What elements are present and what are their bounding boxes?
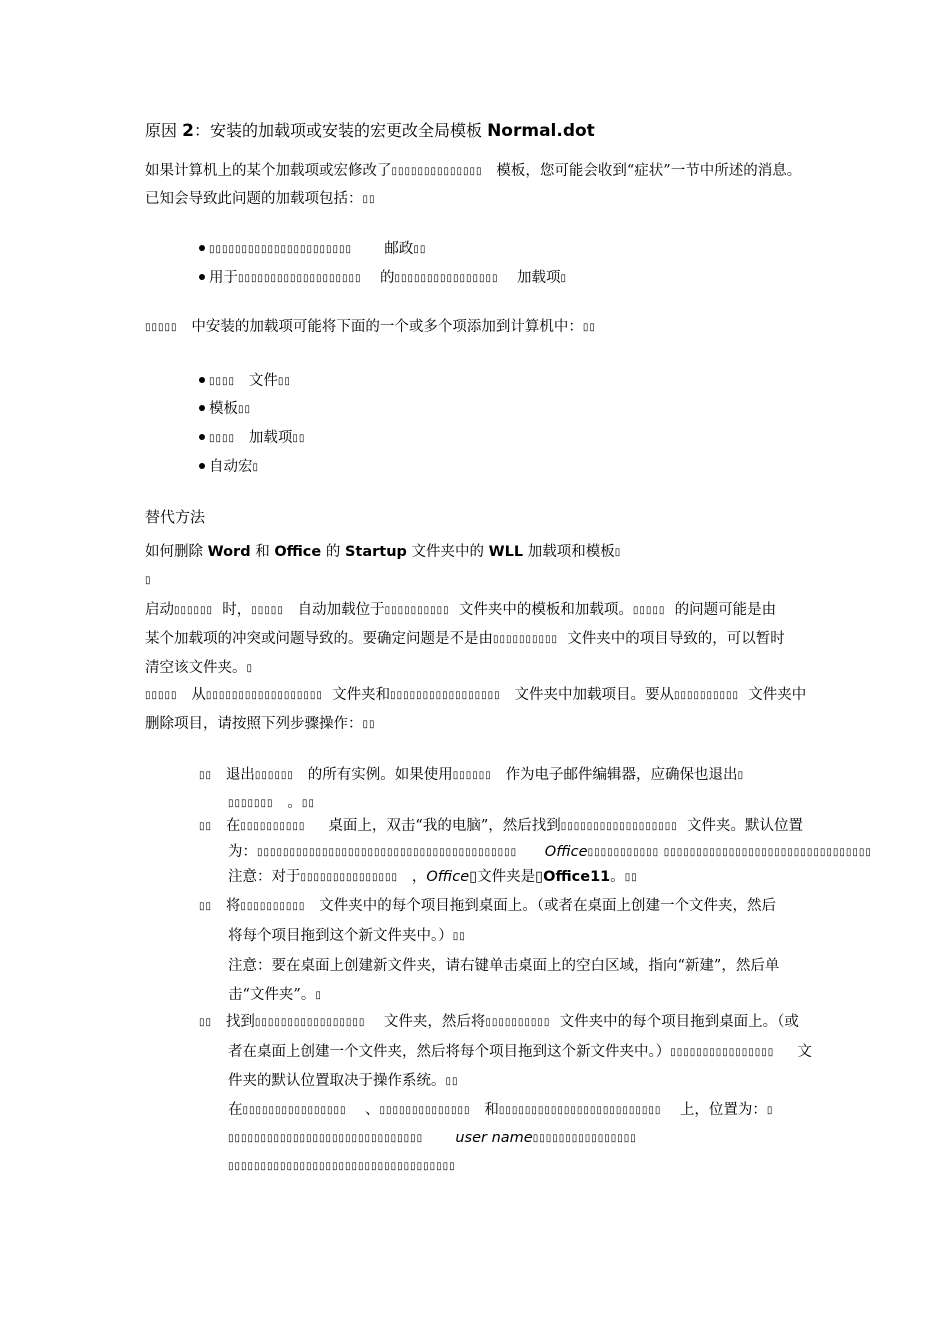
text: 如果计算机上的某个加载项或宏修改了 — [145, 163, 392, 179]
text: 从 — [191, 687, 206, 703]
garbled-text: ▯▯ — [292, 433, 306, 444]
garbled-text: ▯▯▯▯▯▯▯▯▯▯▯ — [587, 847, 660, 858]
list-item — [199, 458, 259, 477]
text: 作为电子邮件编辑器，应确保也退出 — [505, 767, 738, 783]
garbled-text: ▯▯▯▯▯▯▯▯▯▯▯▯▯▯▯▯▯▯▯ — [238, 273, 362, 284]
list-item — [199, 400, 251, 419]
text: 的所有实例。如果使用 — [307, 767, 453, 783]
text: 桌面上，双击“我的电脑”，然后找到 — [328, 818, 561, 834]
garbled-text: ▯▯▯▯▯▯▯▯▯▯▯▯▯▯▯▯▯ — [254, 1017, 366, 1028]
list-item — [199, 269, 567, 288]
garbled-text: ▯▯▯▯▯▯▯▯▯▯▯▯▯▯ — [391, 166, 483, 177]
text: 模板，您可能会收到“症状”一节中所述的消息。 — [496, 163, 802, 179]
text: 、 — [364, 1102, 380, 1118]
garbled-text: ▯▯▯▯▯▯▯▯▯▯▯▯▯▯▯▯▯▯▯▯▯▯▯▯▯▯▯▯▯▯ — [228, 1133, 424, 1144]
text: 某个加载项的冲突或问题导致的。要确定问题是不是由 — [145, 631, 493, 647]
text: 文件 — [248, 373, 278, 389]
garbled-text: ▯▯▯▯ — [209, 376, 236, 387]
garbled-text: ▯▯▯▯▯▯▯▯▯▯▯▯▯▯▯▯▯▯▯▯▯▯▯▯▯ — [498, 1105, 662, 1116]
garbled-text: ▯▯▯▯▯ — [632, 605, 666, 616]
step-number: ▯▯ — [199, 1017, 213, 1028]
office-term: Office — [274, 544, 322, 560]
garbled-text: ▯▯ — [301, 798, 315, 809]
garbled-text: ▯▯▯▯▯▯▯▯▯▯▯▯▯▯▯▯▯▯▯▯▯▯ — [209, 244, 353, 255]
step-4-line-3 — [228, 1072, 459, 1091]
heading-title: ：安装的加载项或安装的宏更改全局模板 — [193, 121, 482, 140]
garbled-text: ▯▯▯▯▯▯▯▯▯▯▯▯▯▯▯▯▯▯▯▯▯▯▯▯▯▯▯▯▯▯▯▯▯▯▯ — [228, 1161, 456, 1172]
text: 的 — [325, 544, 341, 560]
text: 文件夹中的项目导致的，可以暂时 — [567, 631, 785, 647]
garbled-text: ▯▯▯▯▯▯▯▯▯▯▯▯▯▯▯▯ — [394, 273, 499, 284]
list-item — [199, 429, 305, 448]
garbled-text: ▯▯▯▯▯ — [145, 690, 178, 701]
text: 用于 — [209, 270, 238, 286]
text: 者在桌面上创建一个文件夹，然后将每个项目拖到这个新文件夹中。） — [228, 1044, 671, 1060]
para1-line-1 — [145, 601, 776, 620]
garbled-text: ▯▯▯▯ — [209, 433, 236, 444]
text: 邮政 — [384, 241, 414, 257]
text: 加载项 — [516, 270, 561, 286]
text: 的 — [380, 270, 395, 286]
blank-line — [145, 571, 152, 590]
step-1-line-1 — [199, 766, 744, 785]
wll-term: WLL — [488, 544, 524, 560]
text: 文件夹和 — [332, 687, 391, 703]
list-item — [199, 240, 426, 259]
text: 文件夹中的模板和加载项。 — [458, 602, 633, 618]
garbled-text: ▯▯▯▯▯▯▯▯▯▯▯▯▯▯▯▯ — [532, 1133, 637, 1144]
garbled-text: ▯▯▯▯▯▯▯▯▯▯▯▯▯▯▯▯▯ — [390, 690, 501, 701]
para1-line-3 — [145, 659, 253, 678]
para2-line-1 — [145, 686, 806, 705]
garbled-text: ▯▯▯▯▯▯▯▯▯▯ — [240, 901, 306, 912]
bullet-icon — [199, 274, 205, 280]
step-3-note-1: 注意：要在桌面上创建新文件夹，请右键单击桌面上的空白区域，指向“新建”，然后单 — [228, 958, 780, 974]
garbled-text: ▯ — [737, 770, 745, 781]
howto-line — [145, 543, 621, 562]
step-number: ▯▯ — [199, 770, 213, 781]
text: 文件夹中 — [748, 687, 807, 703]
garbled-text: ▯▯ — [362, 719, 376, 730]
text: 为： — [228, 844, 257, 860]
user-name-term: user name — [455, 1130, 533, 1146]
text: 加载项 — [248, 430, 293, 446]
text: 启动 — [145, 602, 174, 618]
heading-number: 2 — [182, 121, 194, 141]
garbled-text: ▯▯▯▯▯▯▯▯▯▯ — [384, 605, 450, 616]
office-term: Office — [544, 844, 588, 860]
garbled-text: ▯▯▯▯▯▯▯▯▯▯▯▯▯▯▯▯▯▯ — [205, 690, 323, 701]
garbled-text: ▯▯▯▯▯▯▯▯▯▯▯▯▯▯▯▯ — [242, 1105, 347, 1116]
text: 已知会导致此问题的加载项包括： — [145, 191, 363, 207]
garbled-text: ▯ — [560, 273, 567, 284]
step-4-line-5 — [228, 1129, 637, 1148]
step-4-line-4 — [228, 1101, 773, 1120]
step-3-line-2 — [228, 927, 466, 946]
text: 删除项目，请按照下列步骤操作： — [145, 716, 363, 732]
text: 退出 — [225, 767, 255, 783]
text: 在 — [225, 818, 241, 834]
text: 上，位置为： — [679, 1102, 767, 1118]
step-3-line-1 — [199, 897, 776, 916]
garbled-text: ▯▯▯▯▯▯▯▯▯▯▯▯▯▯▯ — [300, 872, 399, 883]
garbled-text: ▯▯▯▯▯▯▯▯▯▯ — [485, 1017, 551, 1028]
garbled-text: ▯▯▯▯▯▯▯▯▯▯▯▯▯▯▯▯▯▯ — [560, 821, 678, 832]
garbled-text: ▯▯▯▯▯▯▯▯▯▯ — [674, 690, 740, 701]
text: ▯文件夹是▯ — [469, 869, 544, 885]
garbled-text: ▯▯ — [624, 872, 638, 883]
intro-line-1 — [145, 162, 801, 181]
para1-line-2 — [145, 630, 785, 649]
text: 击“文件夹”。 — [228, 987, 316, 1003]
heading-prefix: 原因 — [145, 121, 178, 140]
step-2-note — [228, 868, 638, 887]
text: 文件夹，然后将 — [383, 1014, 486, 1030]
text: 文件夹中的 — [411, 544, 485, 560]
text: 和 — [255, 544, 270, 560]
text: 将 — [225, 898, 241, 914]
step-2-line-2 — [228, 843, 872, 862]
garbled-text: ▯▯ — [452, 931, 466, 942]
bullet-icon — [199, 434, 205, 440]
garbled-text: ▯ — [614, 547, 622, 558]
text: 文 — [797, 1044, 812, 1060]
intro-line-2 — [145, 190, 376, 209]
garbled-text: ▯▯▯▯▯▯▯▯▯▯▯▯▯▯▯▯▯▯▯▯▯▯▯▯▯▯▯▯▯▯▯▯▯▯▯▯▯▯▯▯ — [257, 847, 518, 858]
text: 清空该文件夹。 — [145, 660, 247, 676]
text: 模板 — [209, 401, 238, 417]
garbled-text: ▯▯▯▯▯▯▯▯▯▯ — [240, 821, 306, 832]
text: 文件夹。默认位置 — [687, 818, 804, 834]
text: 找到 — [225, 1014, 255, 1030]
garbled-text: ▯▯▯▯▯ — [251, 605, 284, 616]
text: 自动加载位于 — [297, 602, 385, 618]
garbled-text: ▯▯ — [413, 244, 427, 255]
word-term: Word — [207, 544, 251, 560]
bullet-icon — [199, 405, 205, 411]
garbled-text: ▯ — [246, 663, 254, 674]
bullet-icon — [199, 463, 205, 469]
text: 。 — [287, 795, 302, 811]
text: 注意：对于 — [228, 869, 301, 885]
text: 件夹的默认位置取决于操作系统。 — [228, 1073, 446, 1089]
section-heading — [145, 122, 595, 140]
text: 的问题可能是由 — [674, 602, 777, 618]
text: 在 — [228, 1102, 243, 1118]
step-number: ▯▯ — [199, 901, 213, 912]
garbled-text: ▯▯▯▯▯ — [145, 322, 178, 333]
garbled-text: ▯▯▯▯▯▯▯ — [228, 798, 274, 809]
bullet-icon — [199, 245, 205, 251]
step-4-line-1 — [199, 1013, 799, 1032]
addins-line — [145, 318, 596, 337]
garbled-text: ▯▯ — [277, 376, 291, 387]
text: 如何删除 — [145, 544, 203, 560]
garbled-text: ▯ — [315, 990, 322, 1001]
list-item — [199, 372, 291, 391]
text: 和 — [484, 1102, 499, 1118]
garbled-text: ▯ — [252, 462, 260, 473]
step-4-line-6 — [228, 1157, 456, 1176]
text: 中安装的加载项可能将下面的一个或多个项添加到计算机中： — [191, 319, 583, 335]
garbled-text: ▯▯ — [582, 322, 596, 333]
garbled-text: ▯▯▯▯▯▯ — [452, 770, 492, 781]
step-3-note-2 — [228, 986, 322, 1005]
text: 时， — [222, 602, 252, 618]
garbled-text: ▯ — [145, 575, 152, 586]
text: 将每个项目拖到这个新文件夹中。） — [228, 928, 453, 944]
bullet-icon — [199, 377, 205, 383]
garbled-text: ▯▯▯▯▯▯▯▯▯▯▯▯▯▯▯▯▯▯▯▯▯▯▯▯▯▯▯▯▯▯▯▯ — [663, 847, 872, 858]
garbled-text: ▯▯▯▯▯▯▯▯▯▯▯▯▯▯ — [379, 1105, 471, 1116]
garbled-text: ▯▯ — [445, 1076, 459, 1087]
para2-line-2 — [145, 715, 376, 734]
garbled-text: ▯▯ — [362, 194, 376, 205]
step-1-line-2 — [228, 794, 315, 813]
text: 自动宏 — [209, 459, 253, 475]
text: 文件夹中加载项目。要从 — [514, 687, 675, 703]
workaround-title: 替代方法 — [145, 508, 206, 526]
office-term: Office — [426, 869, 470, 885]
office11-term: Office11 — [543, 869, 611, 885]
text: 文件夹中的每个项目拖到桌面上。（或者在桌面上创建一个文件夹，然后 — [319, 898, 776, 914]
garbled-text: ▯▯▯▯▯▯ — [254, 770, 294, 781]
step-2-line-1 — [199, 817, 803, 836]
step-number: ▯▯ — [199, 821, 213, 832]
garbled-text: ▯▯▯▯▯▯ — [174, 605, 214, 616]
text: 加载项和模板 — [527, 544, 615, 560]
garbled-text: ▯▯▯▯▯▯▯▯▯▯ — [493, 634, 559, 645]
garbled-text: ▯ — [766, 1105, 774, 1116]
text: 文件夹中的每个项目拖到桌面上。（或 — [559, 1014, 799, 1030]
text: 。 — [610, 869, 625, 885]
garbled-text: ▯▯▯▯▯▯▯▯▯▯▯▯▯▯▯▯ — [670, 1047, 775, 1058]
heading-filename: Normal.dot — [487, 121, 595, 141]
garbled-text: ▯▯ — [238, 404, 252, 415]
text: ， — [411, 869, 427, 885]
step-4-line-2 — [228, 1043, 812, 1062]
startup-term: Startup — [344, 544, 407, 560]
